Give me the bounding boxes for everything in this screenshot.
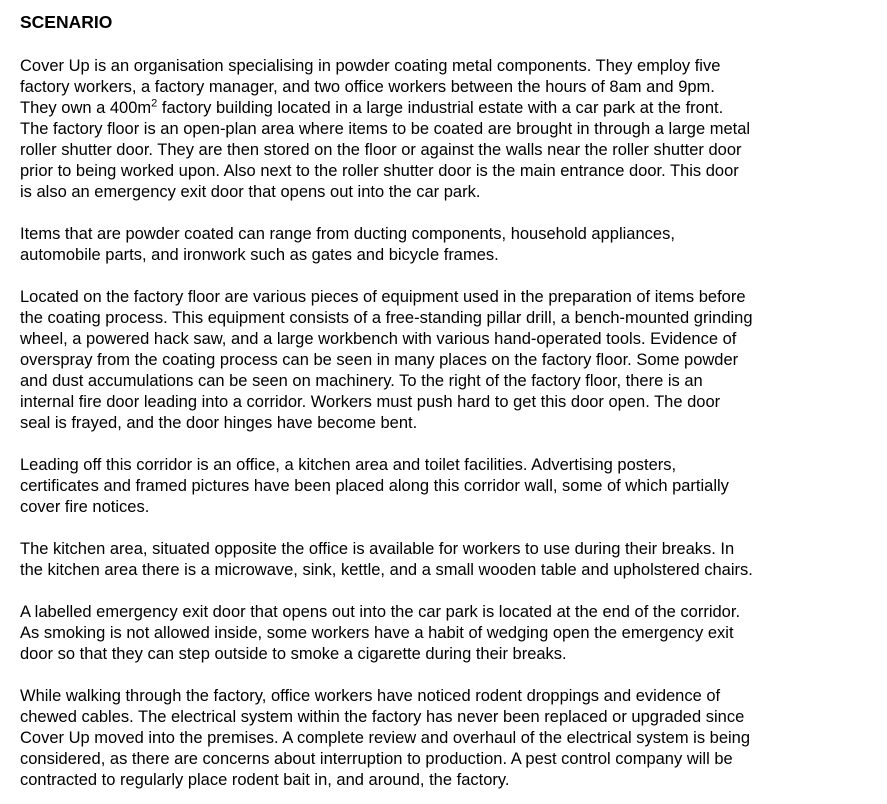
paragraph-emergency-exit (20, 602, 867, 665)
text-line: prior to being worked upon. Also next to the roller shutter door is the main entrance door. This door (20, 162, 739, 180)
text-line: considered, as there are concerns about interruption to production. A pest control company will be (20, 750, 733, 768)
text-line: A labelled emergency exit door that opens out into the car park is located at the end of the corridor. (20, 603, 741, 621)
paragraph-company-overview (20, 56, 867, 203)
text-line (20, 99, 723, 117)
paragraph-electrical-system (20, 686, 867, 791)
text-line: automobile parts, and ironwork such as gates and bicycle frames. (20, 246, 499, 264)
text-line: Leading off this corridor is an office, a kitchen area and toilet facilities. Advertising posters, (20, 456, 677, 474)
text-line: overspray from the coating process can be seen in many places on the factory floor. Some powder (20, 351, 739, 369)
superscript-squared: 2 (151, 97, 158, 110)
text-line: the coating process. This equipment consists of a free-standing pillar drill, a bench-mounted grinding (20, 309, 753, 327)
text-line: Cover Up is an organisation specialising in powder coating metal components. They employ five (20, 57, 721, 75)
text-line: chewed cables. The electrical system within the factory has never been replaced or upgraded since (20, 708, 745, 726)
paragraph-corridor (20, 455, 867, 518)
text-line: Cover Up moved into the premises. A complete review and overhaul of the electrical system is being (20, 729, 751, 747)
text-line: seal is frayed, and the door hinges have become bent. (20, 414, 418, 432)
page-title: SCENARIO (20, 12, 113, 32)
text-fragment: They own a 400m (20, 99, 152, 117)
text-line: door so that they can step outside to smoke a cigarette during their breaks. (20, 645, 567, 663)
text-line: is also an emergency exit door that opens out into the car park. (20, 183, 481, 201)
text-line: the kitchen area there is a microwave, sink, kettle, and a small wooden table and upholstered chairs. (20, 561, 753, 579)
text-line: As smoking is not allowed inside, some workers have a habit of wedging open the emergency exit (20, 624, 734, 642)
text-line: The factory floor is an open-plan area where items to be coated are brought in through a large metal (20, 120, 751, 138)
text-line: While walking through the factory, office workers have noticed rodent droppings and evidence of (20, 687, 721, 705)
text-line: Located on the factory floor are various pieces of equipment used in the preparation of items before (20, 288, 746, 306)
text-line: The kitchen area, situated opposite the office is available for workers to use during their breaks. In (20, 540, 735, 558)
text-line: and dust accumulations can be seen on machinery. To the right of the factory floor, there is an (20, 372, 703, 390)
text-line: Items that are powder coated can range from ducting components, household appliances, (20, 225, 675, 243)
text-line: wheel, a powered hack saw, and a large workbench with various hand-operated tools. Evidence of (20, 330, 737, 348)
text-line: roller shutter door. They are then stored on the floor or against the walls near the roller shutter door (20, 141, 742, 159)
text-line: factory workers, a factory manager, and two office workers between the hours of 8am and 9pm. (20, 78, 715, 96)
text-line: internal fire door leading into a corridor. Workers must push hard to get this door open. The door (20, 393, 721, 411)
text-line: certificates and framed pictures have been placed along this corridor wall, some of which partially (20, 477, 729, 495)
text-line: contracted to regularly place rodent bait in, and around, the factory. (20, 771, 510, 789)
paragraph-factory-floor (20, 287, 867, 434)
text-line: cover fire notices. (20, 498, 150, 516)
text-fragment: factory building located in a large industrial estate with a car park at the front. (157, 99, 724, 117)
paragraph-coated-items (20, 224, 867, 266)
paragraph-kitchen (20, 539, 867, 581)
